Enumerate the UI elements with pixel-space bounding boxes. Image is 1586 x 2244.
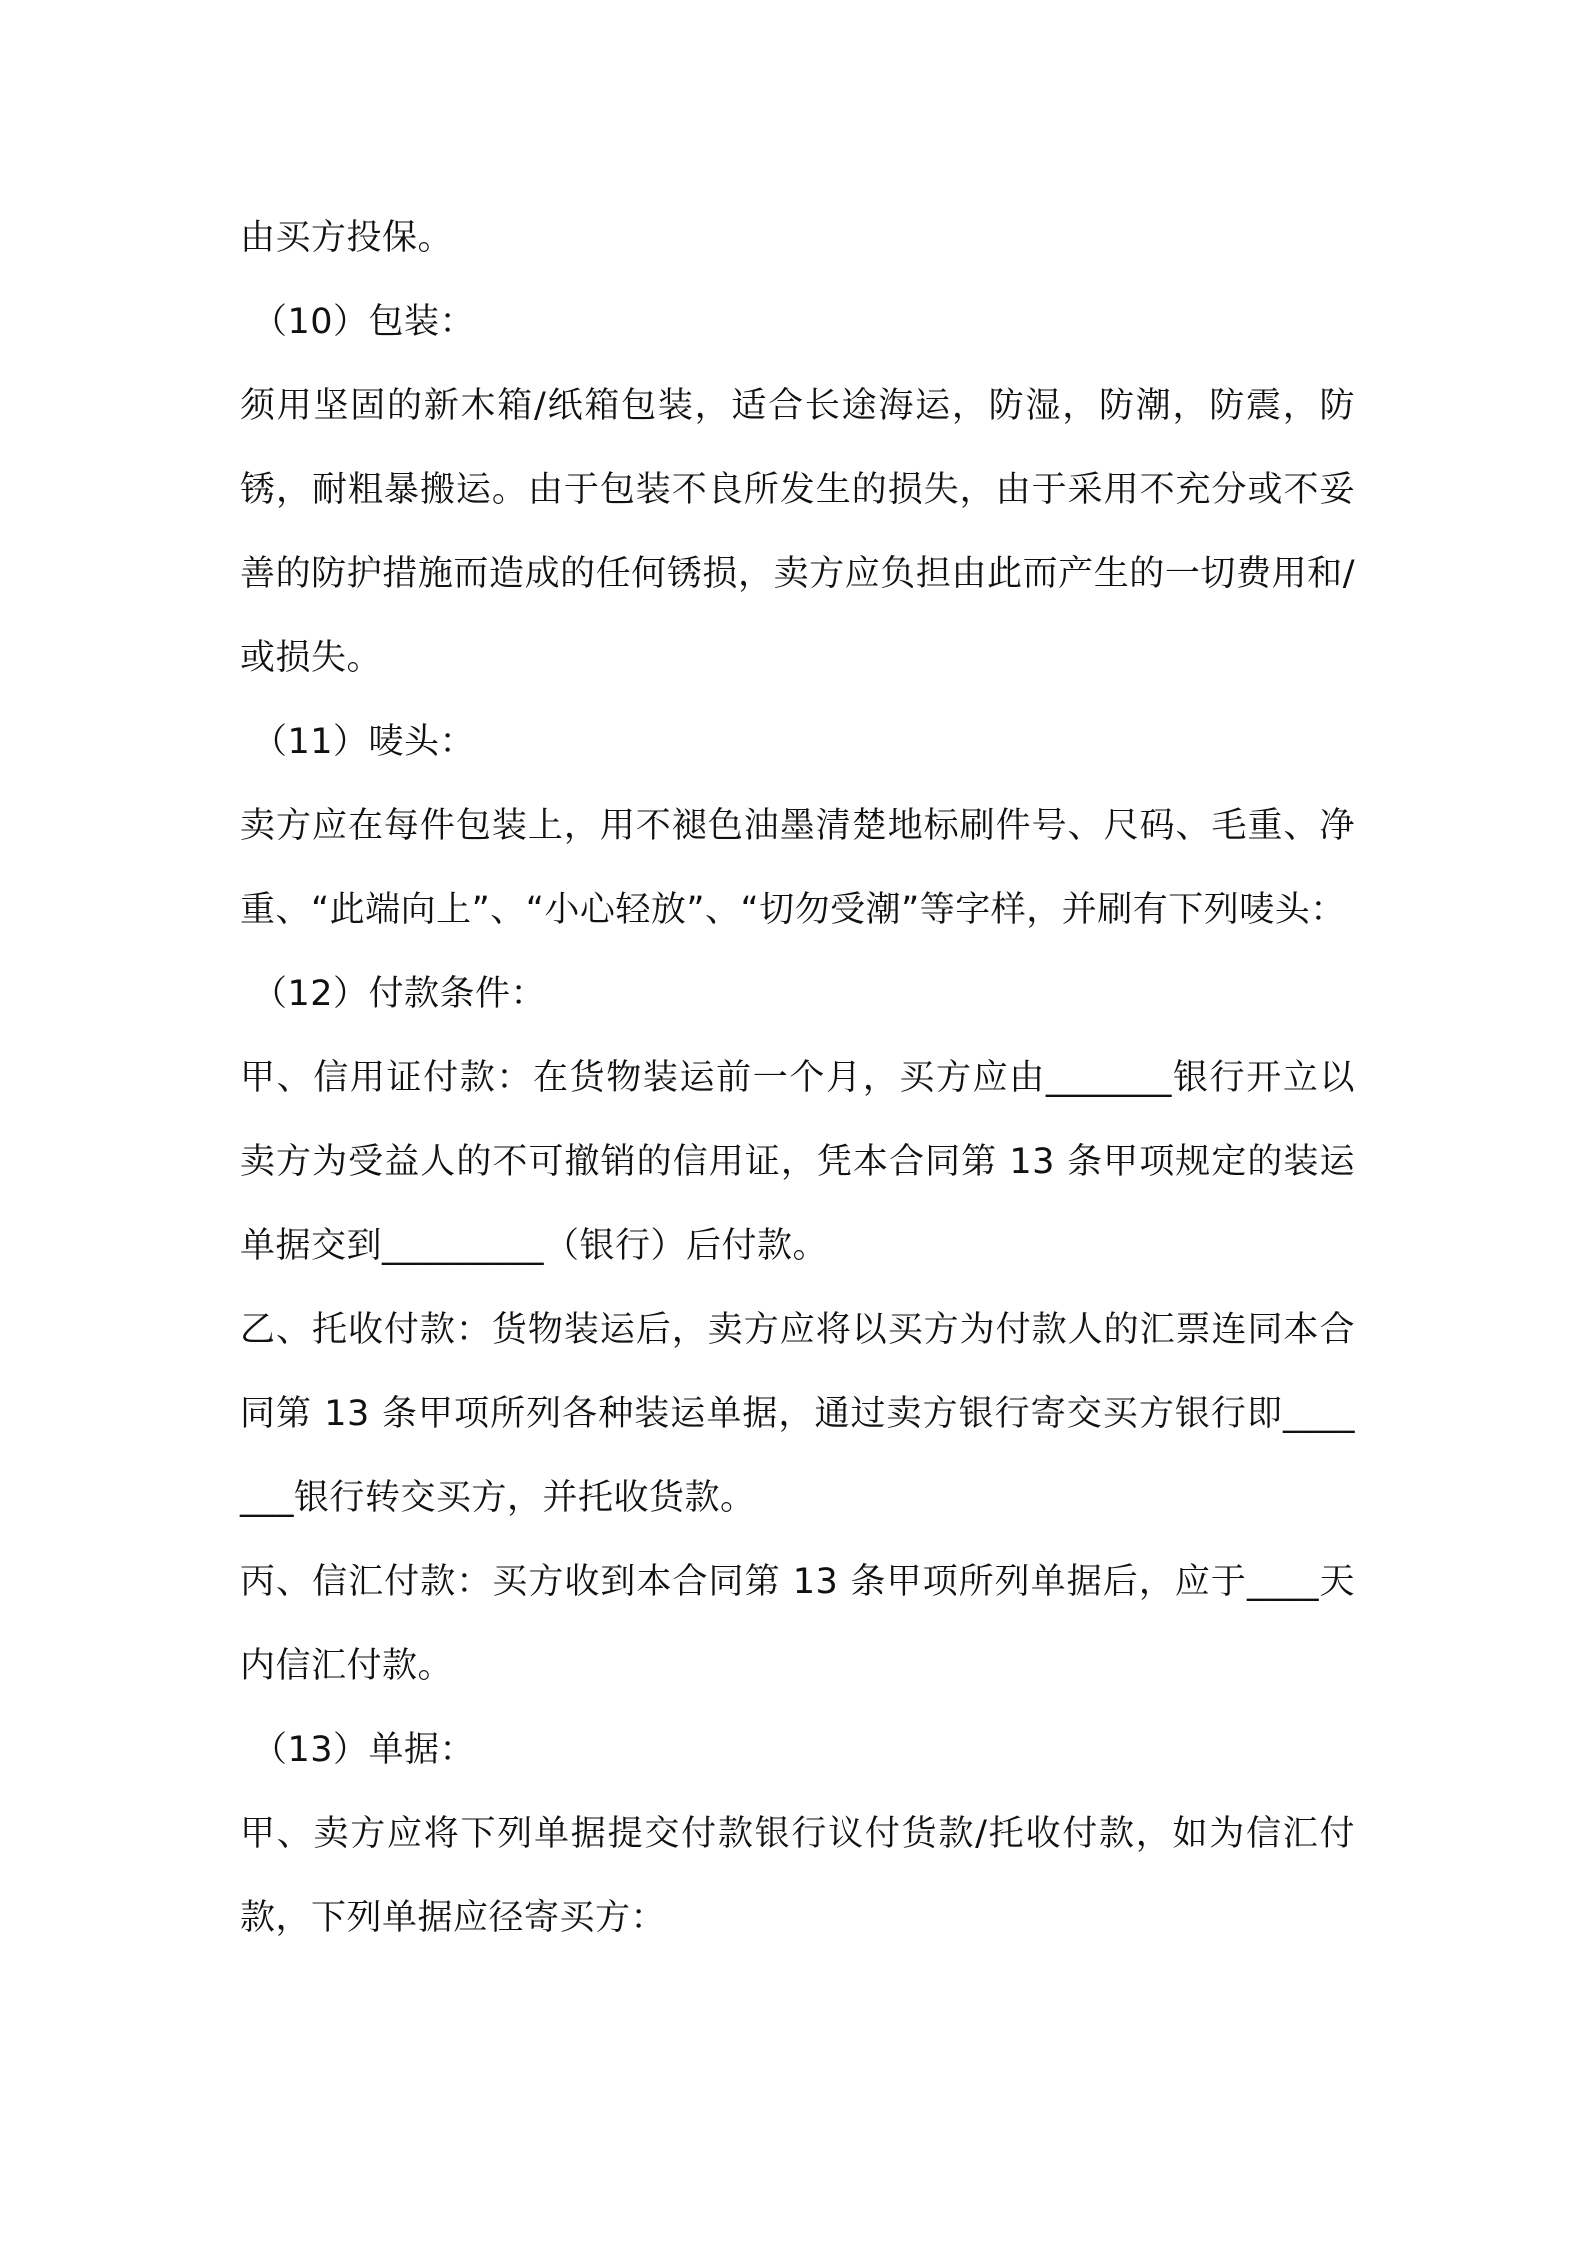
- paragraph-packing: 须用坚固的新木箱/纸箱包装，适合长途海运，防湿，防潮，防震，防锈，耐粗暴搬运。由于包装不良所发生的损失，由于采用不充分或不妥善的防护措施而造成的任何锈损，卖方应负担由此而产生的一切费用和/或损失。: [240, 386, 1355, 678]
- paragraph-payment-collection: 乙、托收付款：货物装运后，卖方应将以买方为付款人的汇票连同本合同第 13 条甲项所列各种装运单据，通过卖方银行寄交买方银行即_______银行转交买方，并托收货款。: [240, 1310, 1355, 1518]
- paragraph-documents: 甲、卖方应将下列单据提交付款银行议付货款/托收付款，如为信汇付款，下列单据应径寄买方：: [240, 1814, 1355, 1938]
- paragraph-shipping-marks: 卖方应在每件包装上，用不褪色油墨清楚地标刷件号、尺码、毛重、净重、“此端向上”、“小心轻放”、“切勿受潮”等字样，并刷有下列唛头：: [240, 806, 1355, 930]
- paragraph-payment-lc: 甲、信用证付款：在货物装运前一个月，买方应由_______银行开立以卖方为受益人的不可撤销的信用证，凭本合同第 13 条甲项规定的装运单据交到_________（银行）后付款。: [240, 1058, 1355, 1266]
- heading-payment-terms: （12）付款条件：: [252, 974, 547, 1014]
- contract-text: [240, 196, 1355, 1960]
- paragraph-insurance-end: 由买方投保。: [240, 218, 454, 258]
- paragraph-payment-mail-transfer: 丙、信汇付款：买方收到本合同第 13 条甲项所列单据后，应于____天内信汇付款。: [240, 1562, 1355, 1686]
- heading-packing: （10）包装：: [252, 302, 476, 342]
- heading-shipping-marks: （11）唛头：: [252, 722, 476, 762]
- heading-documents: （13）单据：: [252, 1730, 476, 1770]
